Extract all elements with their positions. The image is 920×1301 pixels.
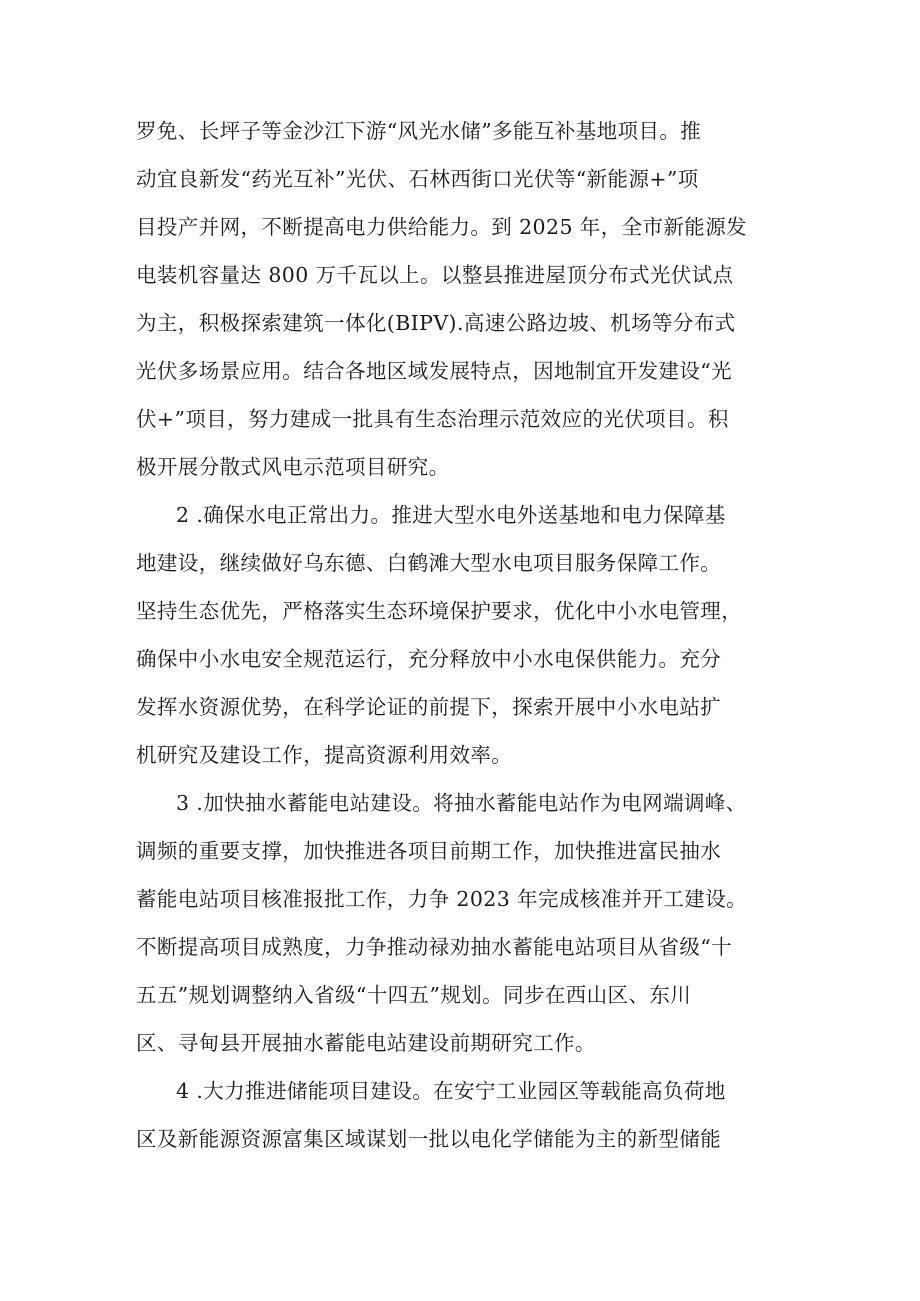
text-line: 为主，积极探索建筑一体化(BIPV).高速公路边坡、机场等分布式 xyxy=(136,311,736,335)
text-line: 区、寻甸县开展抽水蓄能电站建设前期研究工作。 xyxy=(136,1031,596,1055)
text-line: 电装机容量达 800 万千瓦以上。以整县推进屋顶分布式光伏试点 xyxy=(136,263,734,287)
text-line: 调频的重要支撑，加快推进各项目前期工作，加快推进富民抽水 xyxy=(136,839,722,863)
text-line: 蓄能电站项目核准报批工作，力争 2023 年完成核准并开工建设。 xyxy=(136,887,748,911)
text-line: 区及新能源资源富集区域谋划一批以电化学储能为主的新型储能 xyxy=(136,1127,722,1151)
text-line: 罗免、长坪子等金沙江下游“风光水储”多能互补基地项目。推 xyxy=(136,119,702,143)
paragraph-pumped-storage xyxy=(136,779,811,1067)
text-line: 发挥水资源优势，在科学论证的前提下，探索开展中小水电站扩 xyxy=(136,695,722,719)
text-line: 光伏多场景应用。结合各地区域发展特点，因地制宜开发建设“光 xyxy=(136,359,733,383)
text-line: 动宜良新发“药光互补”光伏、石林西街口光伏等“新能源+”项 xyxy=(136,167,699,191)
text-line: 目投产并网，不断提高电力供给能力。到 2025 年，全市新能源发 xyxy=(136,215,748,239)
text-line: 机研究及建设工作，提高资源利用效率。 xyxy=(136,743,513,767)
text-line: 地建设，继续做好乌东德、白鹤滩大型水电项目服务保障工作。 xyxy=(136,551,722,575)
text-line: 不断提高项目成熟度，力争推动禄劝抽水蓄能电站项目从省级“十 xyxy=(136,935,733,959)
paragraph-energy-storage xyxy=(136,1067,811,1163)
text-line: 极开展分散式风电示范项目研究。 xyxy=(136,455,450,479)
text-line: 2 .确保水电正常出力。推进大型水电外送基地和电力保障基 xyxy=(176,503,726,527)
text-line: 伏+”项目，努力建成一批具有生态治理示范效应的光伏项目。积 xyxy=(136,407,729,431)
paragraph-hydropower xyxy=(136,491,811,779)
paragraph-continuation xyxy=(136,107,811,491)
text-line: 4 .大力推进储能项目建设。在安宁工业园区等载能高负荷地 xyxy=(176,1079,726,1103)
text-line: 坚持生态优先，严格落实生态环境保护要求，优化中小水电管理， xyxy=(136,599,743,623)
document-body xyxy=(136,107,811,1163)
text-line: 五五”规划调整纳入省级“十四五”规划。同步在西山区、东川 xyxy=(136,983,692,1007)
text-line: 确保中小水电安全规范运行，充分释放中小水电保供能力。充分 xyxy=(136,647,722,671)
text-line: 3 .加快抽水蓄能电站建设。将抽水蓄能电站作为电网端调峰、 xyxy=(176,791,747,815)
